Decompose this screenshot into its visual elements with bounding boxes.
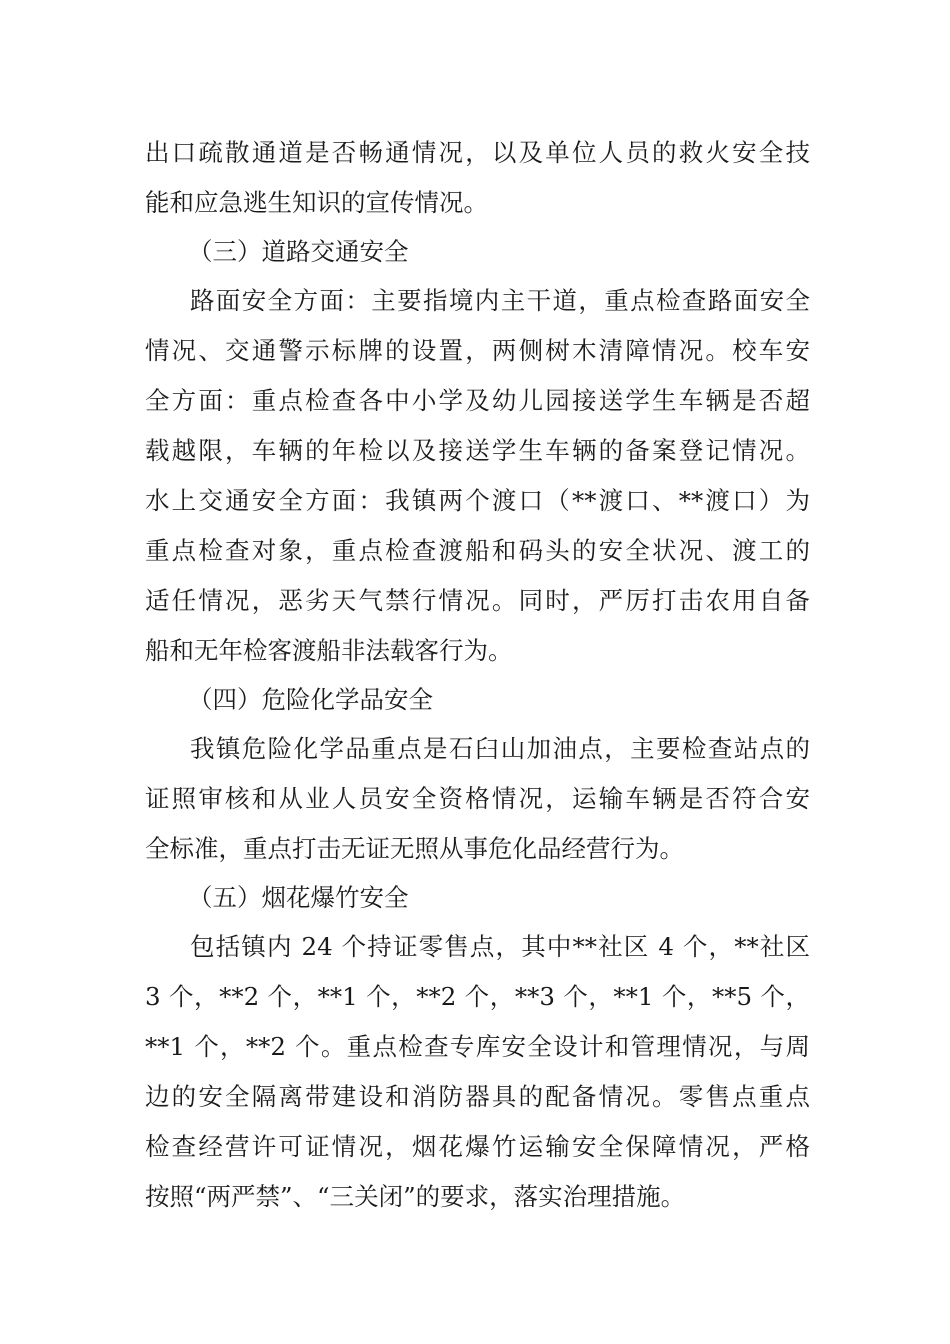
- section-heading-3: （三）道路交通安全: [188, 237, 409, 266]
- body-line-19: **1 个，**2 个。重点检查专库安全设计和管理情况，与周: [145, 1032, 810, 1061]
- body-line-22: 按照“两严禁”、“三关闭”的要求，落实治理措施。: [145, 1182, 686, 1211]
- section-heading-4: （四）危险化学品安全: [188, 685, 433, 714]
- body-line-11: 船和无年检客渡船非法载客行为。: [145, 636, 513, 665]
- body-line-15: 全标准，重点打击无证无照从事危化品经营行为。: [145, 834, 684, 863]
- body-line-18: 3 个，**2 个，**1 个，**2 个，**3 个，**1 个，**5 个，: [145, 982, 810, 1011]
- body-line-17: 包括镇内 24 个持证零售点，其中**社区 4 个，**社区: [190, 932, 810, 961]
- body-line-5: 情况、交通警示标牌的设置，两侧树木清障情况。校车安: [145, 336, 810, 365]
- body-line-7: 载越限，车辆的年检以及接送学生车辆的备案登记情况。: [145, 436, 810, 465]
- section-heading-5: （五）烟花爆竹安全: [188, 883, 409, 912]
- body-line-9: 重点检查对象，重点检查渡船和码头的安全状况、渡工的: [145, 536, 810, 565]
- body-line-6: 全方面：重点检查各中小学及幼儿园接送学生车辆是否超: [145, 386, 810, 415]
- body-line-2: 能和应急逃生知识的宣传情况。: [145, 188, 488, 217]
- body-line-13: 我镇危险化学品重点是石臼山加油点，主要检查站点的: [190, 734, 810, 763]
- body-line-4: 路面安全方面：主要指境内主干道，重点检查路面安全: [190, 286, 810, 315]
- body-line-1: 出口疏散通道是否畅通情况，以及单位人员的救火安全技: [145, 138, 810, 167]
- body-line-14: 证照审核和从业人员安全资格情况，运输车辆是否符合安: [145, 784, 810, 813]
- body-line-10: 适任情况，恶劣天气禁行情况。同时，严厉打击农用自备: [145, 586, 810, 615]
- body-line-8: 水上交通安全方面：我镇两个渡口（**渡口、**渡口）为: [145, 486, 810, 515]
- body-line-20: 边的安全隔离带建设和消防器具的配备情况。零售点重点: [145, 1082, 810, 1111]
- body-line-21: 检查经营许可证情况，烟花爆竹运输安全保障情况，严格: [145, 1132, 810, 1161]
